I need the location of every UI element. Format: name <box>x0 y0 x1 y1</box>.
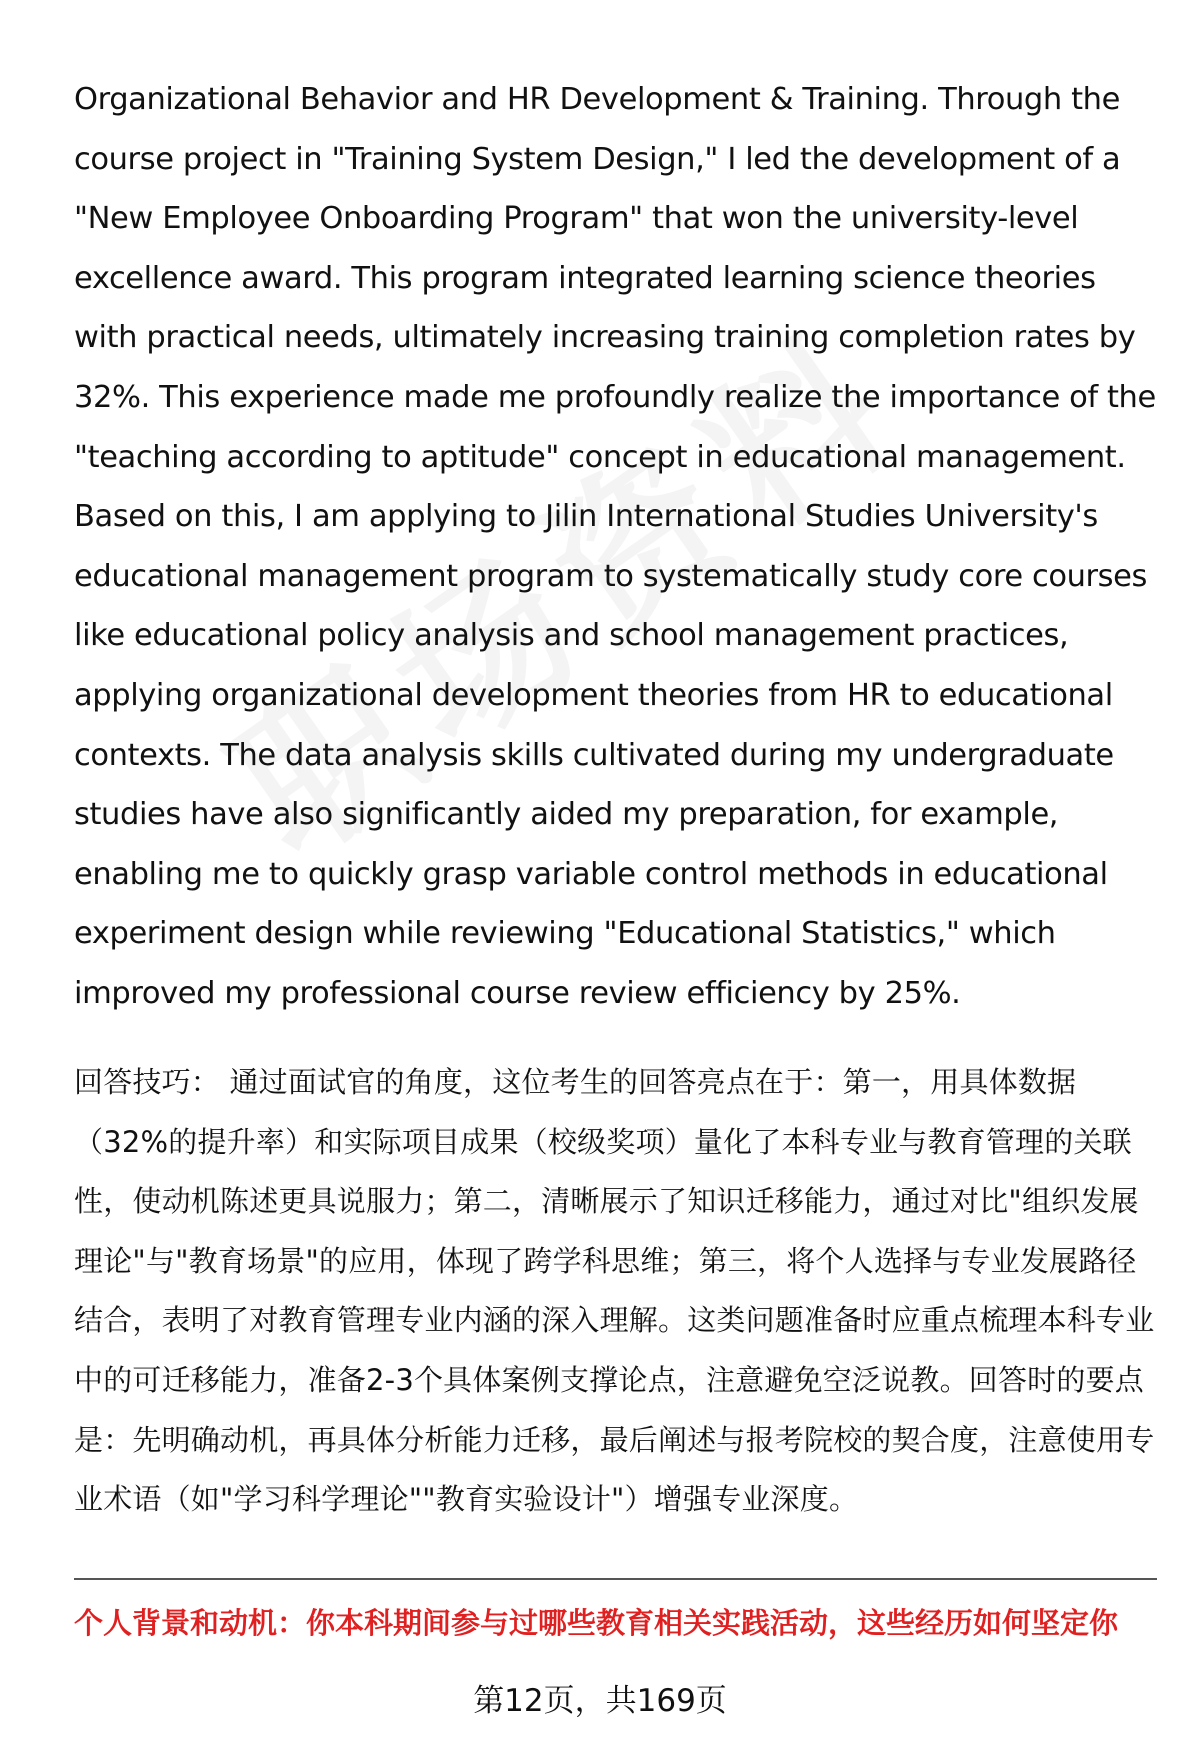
tips-label: 回答技巧： <box>74 1065 221 1099</box>
tips-paragraph <box>74 1053 1164 1530</box>
tips-text: 通过面试官的角度，这位考生的回答亮点在于：第一，用具体数据（32%的提升率）和实际项目成果（校级奖项）量化了本科专业与教育管理的关联性，使动机陈述更具说服力；第二，清晰展示了知识迁移能力，通过对比"组织发展理论"与"教育场景"的应用，体现了跨学科思维；第三，将个人选择与专业发展路径结合，表明了对教育管理专业内涵的深入理解。这类问题准备时应重点梳理本科专业中的可迁移能力，准备2-3个具体案例支撑论点，注意避免空泛说教。回答时的要点是：先明确动机，再具体分析能力迁移，最后阐述与报考院校的契合度，注意使用专业术语（如"学习科学理论""教育实验设计"）增强专业深度。 <box>74 1065 1155 1517</box>
section-divider <box>74 1578 1157 1580</box>
page-number: 第12页，共169页 <box>473 1683 727 1719</box>
answer-paragraph: Organizational Behavior and HR Development & Training. Through the course project in "Training System Design," I led the development of a "New Employee Onboarding Program" that won the university-level excellence award. This program integrated learning science theories with practical needs, ultimately increasing training completion rates by 32%. This experience made me profoundly realize the importance of the "teaching according to aptitude" concept in educational management. Based on this, I am applying to Jilin International Studies University's educational management program to systematically study core courses like educational policy analysis and school management practices, applying organizational development theories from HR to educational contexts. The data analysis skills cultivated during my undergraduate studies have also significantly aided my preparation, for example, enabling me to quickly grasp variable control methods in educational experiment design while reviewing "Educational Statistics," which improved my professional course review efficiency by 25%. <box>74 82 1156 1011</box>
next-question-heading: 个人背景和动机：你本科期间参与过哪些教育相关实践活动，这些经历如何坚定你 <box>74 1606 1119 1640</box>
